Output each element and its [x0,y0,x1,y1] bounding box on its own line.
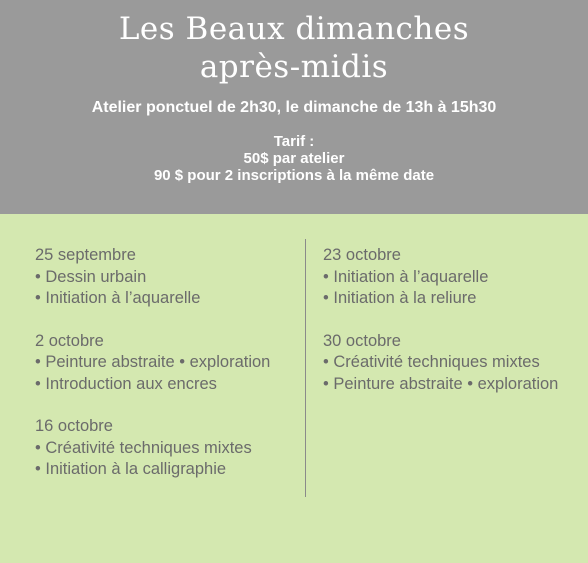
session-group [35,416,270,481]
page-title [0,10,588,86]
schedule-column-right [323,245,558,416]
session-item: • Créativité techniques mixtes [323,353,540,371]
session-date: 16 octobre [35,417,113,435]
session-item: • Initiation à l’aquarelle [323,267,489,286]
pricing-label: Tarif : [273,133,315,150]
schedule-subtitle: Atelier ponctuel de 2h30, le dimanche de 13h à 15h30 [91,99,497,116]
schedule-panel [0,214,588,563]
pricing-block [0,133,588,184]
column-divider [305,239,306,497]
session-group [323,331,558,396]
pricing-single: 50$ par atelier [243,150,345,167]
header-banner [0,0,588,214]
title-line-2: après-midis [199,49,389,85]
session-group [35,245,270,310]
session-item: • Dessin urbain [35,267,147,286]
session-item: • Initiation à la calligraphie [35,460,227,478]
session-item: • Créativité techniques mixtes [35,438,252,457]
session-date: 25 septembre [35,246,136,264]
session-date: 23 octobre [323,246,401,264]
session-group [35,331,270,396]
pricing-double: 90 $ pour 2 inscriptions à la même date [153,167,435,184]
session-item: • Peinture abstraite • exploration [323,374,559,393]
session-date: 2 octobre [35,331,104,350]
session-item: • Initiation à la reliure [323,289,477,307]
session-item: • Initiation à l’aquarelle [35,289,201,307]
schedule-column-left [35,245,270,502]
session-item: • Introduction aux encres [35,374,217,393]
session-group [323,245,558,310]
session-item: • Peinture abstraite • exploration [35,353,271,371]
session-date: 30 octobre [323,331,401,350]
title-line-1: Les Beaux dimanches [118,11,470,47]
